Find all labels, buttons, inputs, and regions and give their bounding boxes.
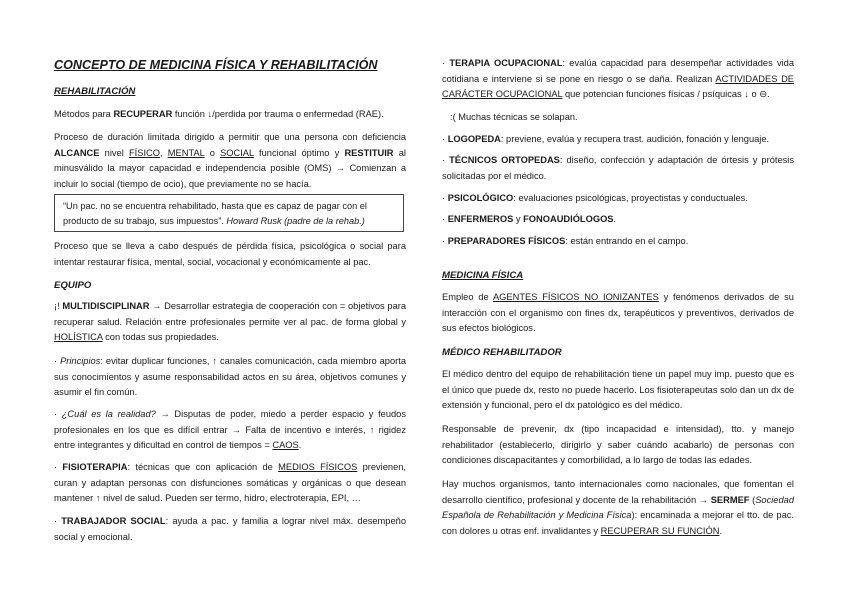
quote-author: Howard Rusk (padre de la rehab.) (226, 215, 365, 226)
paragraph-principios: · Principios: evitar duplicar funciones, ↑ canales comunicación, cada miembro aporta sus conocimientos y asume responsabilidad actos en su área, objetivos comunes y asumir el fin común. (54, 356, 406, 398)
paragraph-realidad: · ¿Cuál es la realidad? → Disputas de poder, miedo a perder espacio y feudos profesionales en los que es difícil entrar → Falta de incentivo e interés, ↑ rigidez entre integrantes y dificultad en control de tiempos = CAOS. (54, 409, 406, 451)
paragraph-trabajador-social: · TRABAJADOR SOCIAL: ayuda a pac. y familia a lograr nivel máx. desempeño social y emocional. (54, 516, 406, 542)
paragraph-tecnicos-ortopedas: · TÉCNICOS ORTOPEDAS: diseño, confección y adaptación de órtesis y prótesis solicitadas por el médico. (442, 155, 794, 181)
quote-box: “Un pac. no se encuentra rehabilitado, hasta que es capaz de pagar con el producto de su trabajo, sus impuestos”. Howard Rusk (padre de la rehab.) (54, 194, 404, 232)
medico-rehabilitador-heading: MÉDICO REHABILITADOR (442, 347, 562, 358)
paragraph-psicologico: · PSICOLÓGICO: evaluaciones psicológicas, proyectistas y conductuales. (442, 193, 748, 203)
equipo-heading: EQUIPO (54, 280, 92, 291)
paragraph-multidisciplinar: ¡! MULTIDISCIPLINAR → Desarrollar estrategia de cooperación con = objetivos para recuperar salud. Relación entre profesionales permite ver al pac. de forma global y HOLÍSTICA con todas sus propiedades. (54, 301, 407, 343)
rehabilitacion-heading: REHABILITACIÓN (54, 86, 136, 97)
paragraph-logopeda: · LOGOPEDA: previene, evalúa y recupera trast. audición, fonación y lenguaje. (442, 134, 770, 144)
paragraph-medico-papel: El médico dentro del equipo de rehabilitación tiene un papel muy imp. puesto que es el único que puede dx, resto no puede hacerlo. Los fisioterapeutas solo dan un dx de extensión y funcional, pero el dx patológico es del médico. (442, 369, 794, 411)
note-tecnicas-solapan: :( Muchas técnicas se solapan. (450, 112, 578, 122)
page-title: CONCEPTO DE MEDICINA FÍSICA Y REHABILITACIÓN (54, 58, 378, 72)
paragraph-responsable: Responsable de prevenir, dx (tipo incapacidad e intensidad), tto. y manejo rehabilitador (establecerlo, dirigirlo y saber cuándo acabarlo) de personas con condiciones discapacitantes y comorbilidad, a lo largo de todas las edades. (442, 424, 794, 466)
paragraph-enfermeros: · ENFERMEROS y FONOAUDIÓLOGOS. (442, 214, 617, 224)
paragraph-recuperar: Métodos para RECUPERAR función ↓/perdida por trauma o enfermedad (RAE). (54, 109, 384, 119)
medicina-fisica-heading: MEDICINA FÍSICA (442, 270, 524, 281)
paragraph-definicion-oms: Proceso de duración limitada dirigido a permitir que una persona con deficiencia ALCANCE nivel FÍSICO, MENTAL o SOCIAL funcional óptimo y RESTITUIR al minusválido la mayor capacidad e independencia posible (OMS) → Comienzan a incluir lo social (tiempo de ocio), que previamente no se hacía. (54, 132, 406, 189)
paragraph-preparadores-fisicos: · PREPARADORES FÍSICOS: están entrando en el campo. (442, 236, 689, 246)
paragraph-fisioterapia: · FISIOTERAPIA: técnicas que con aplicación de MEDIOS FÍSICOS previenen, curan y adaptan personas con disfunciones somáticas y orgánicas o que desean mantener ↑ nivel de salud. Pueden ser termo, hidro, electroterapia, EPI, … (54, 462, 407, 504)
paragraph-terapia-ocupacional: · TERAPIA OCUPACIONAL: evalúa capacidad para desempeñar actividades vida cotidiana e interviene si se pone en riesgo o se daña. Realizan ACTIVIDADES DE CARÁCTER OCUPACIONAL que potencian funciones físicas / psíquicas ↓ o ⊖. (442, 58, 795, 100)
paragraph-agentes-fisicos: Empleo de AGENTES FÍSICOS NO IONIZANTES y fenómenos derivados de su interacción con el organismo con fines dx, terapéuticos y preventivos, derivados de sus efectos biológicos. (442, 292, 794, 334)
paragraph-proceso: Proceso que se lleva a cabo después de pérdida física, psicológica o social para intentar restaurar física, mental, social, vocacional y económicamente al pac. (54, 241, 406, 267)
paragraph-organismos: Hay muchos organismos, tanto internacionales como nacionales, que fomentan el desarrollo científico, profesional y docente de la rehabilitación → SERMEF (Sociedad Española de Rehabilitación y Medicina Física): encaminada a mejorar el tto. de pac. con dolores u otras enf. invalidantes y RECUPERAR SU FUNCIÓN. (442, 479, 794, 536)
